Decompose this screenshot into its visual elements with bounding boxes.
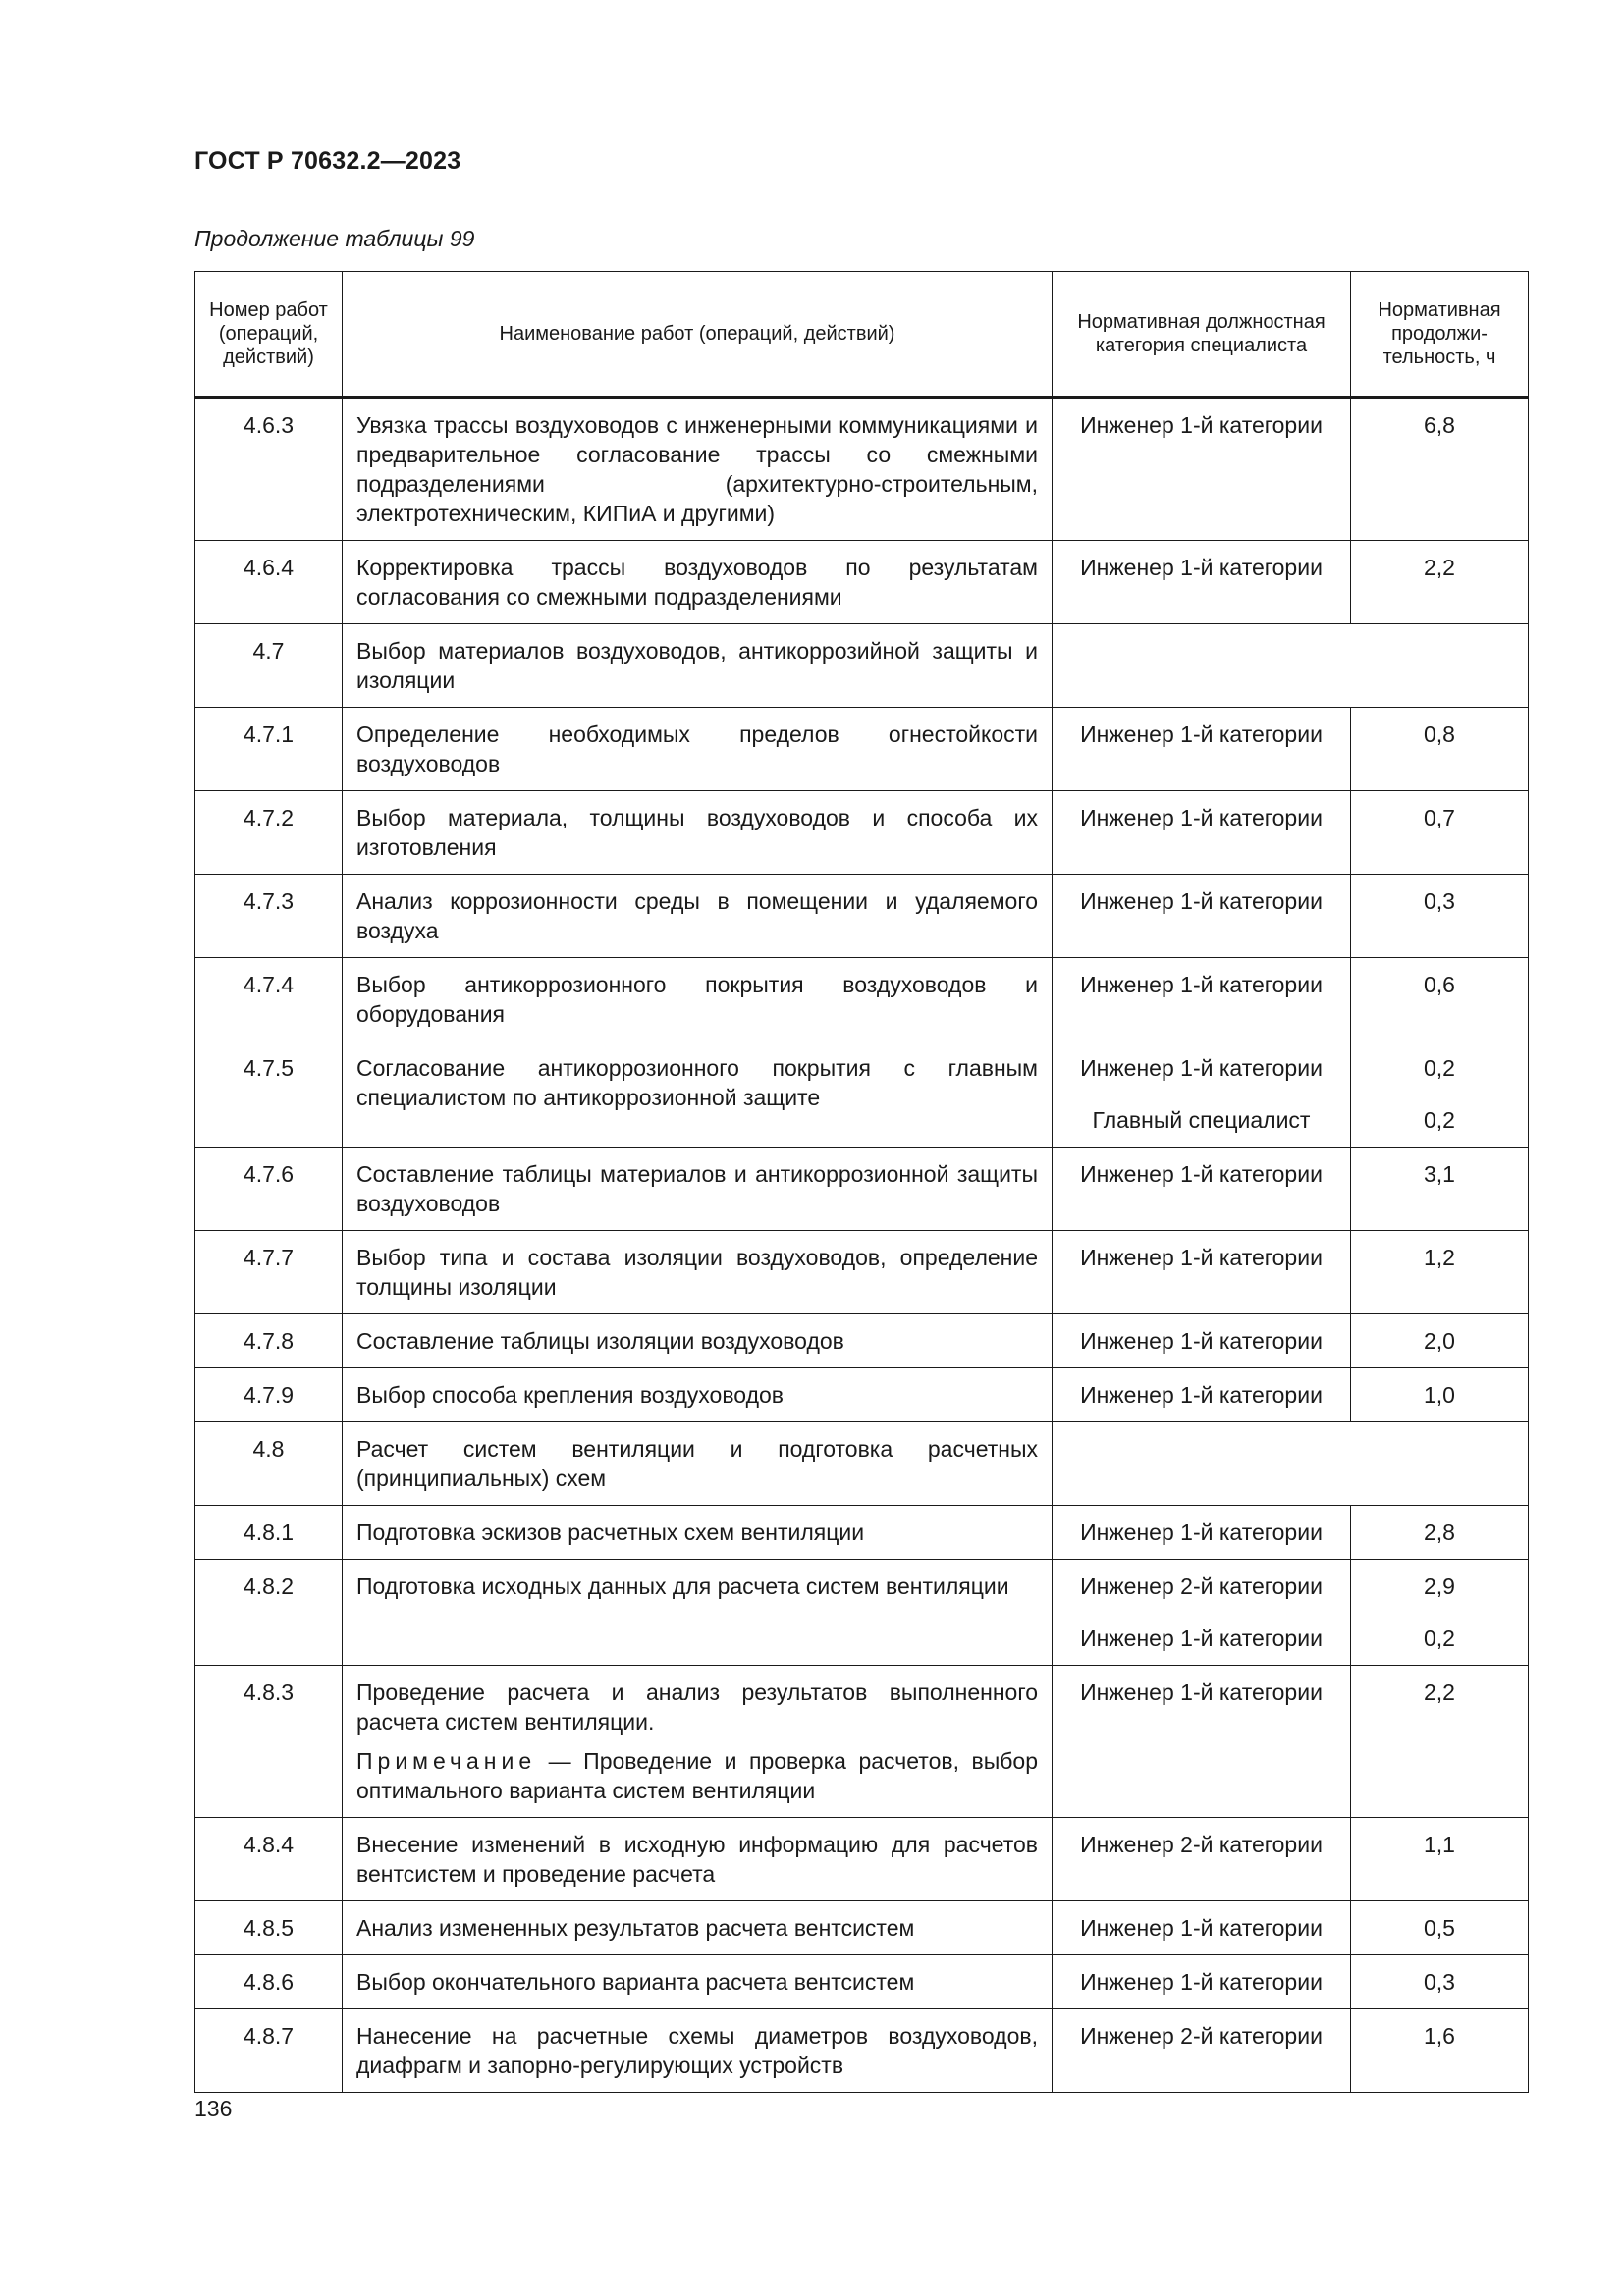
row-duration: [1351, 791, 1529, 875]
row-duration: [1351, 1560, 1529, 1666]
header-code: Номер работ (операций, действий): [195, 272, 343, 398]
duration-value: 0,7: [1424, 805, 1455, 830]
row-name: [343, 1368, 1053, 1422]
table-row: [195, 1231, 1529, 1314]
row-code: 4.7.6: [195, 1148, 343, 1231]
row-name: [343, 1506, 1053, 1560]
row-category: [1053, 958, 1351, 1041]
row-code: 4.8: [195, 1422, 343, 1506]
row-name: [343, 541, 1053, 624]
row-name-text: Нанесение на расчетные схемы диаметров воздуховодов, диафрагм и запорно-регулирующих устройств: [356, 2023, 1038, 2078]
row-code: 4.8.6: [195, 1955, 343, 2009]
category-value: Инженер 1-й категории: [1080, 972, 1323, 997]
row-duration: [1351, 1506, 1529, 1560]
row-name-text: Выбор окончательного варианта расчета вентсистем: [356, 1969, 915, 1995]
table-row: [195, 1560, 1529, 1666]
row-name-text: Выбор антикоррозионного покрытия воздуховодов и оборудования: [356, 972, 1038, 1027]
row-name-text: Подготовка эскизов расчетных схем вентиляции: [356, 1520, 865, 1545]
row-name: [343, 1666, 1053, 1818]
duration-value: 0,8: [1424, 721, 1455, 747]
category-value: Инженер 1-й категории: [1080, 1245, 1323, 1270]
row-name-text: Анализ коррозионности среды в помещении и удаляемого воздуха: [356, 888, 1038, 943]
row-name-text: Выбор материалов воздуховодов, антикоррозийной защиты и изоляции: [356, 638, 1038, 693]
row-name-text: Определение необходимых пределов огнестойкости воздуховодов: [356, 721, 1038, 776]
row-name-text: Составление таблицы изоляции воздуховодов: [356, 1328, 844, 1354]
duration-value: 1,0: [1424, 1382, 1455, 1408]
duration-value: 1,1: [1424, 1832, 1455, 1857]
row-category: [1053, 2009, 1351, 2093]
row-code: 4.7.4: [195, 958, 343, 1041]
document-code: ГОСТ Р 70632.2—2023: [194, 147, 461, 175]
row-name: [343, 1314, 1053, 1368]
row-duration: [1351, 1231, 1529, 1314]
duration-value: 0,3: [1424, 1969, 1455, 1995]
table-row: [195, 875, 1529, 958]
category-value: Инженер 1-й категории: [1080, 1915, 1323, 1941]
row-code: 4.8.7: [195, 2009, 343, 2093]
category-value: Инженер 1-й категории: [1080, 1161, 1323, 1187]
row-name-text: Выбор способа крепления воздуховодов: [356, 1382, 785, 1408]
row-duration: [1351, 1314, 1529, 1368]
row-category: [1053, 1148, 1351, 1231]
row-name-text: Внесение изменений в исходную информацию для расчетов вентсистем и проведение расчета: [356, 1832, 1038, 1887]
row-code: 4.7.9: [195, 1368, 343, 1422]
table-row: [195, 1368, 1529, 1422]
row-name-text: Согласование антикоррозионного покрытия с главным специалистом по антикоррозионной защите: [356, 1055, 1038, 1110]
row-name: [343, 708, 1053, 791]
table-body: [195, 398, 1529, 2093]
row-category: [1053, 1666, 1351, 1818]
row-duration: [1351, 1368, 1529, 1422]
duration-value: 0,5: [1424, 1915, 1455, 1941]
row-duration: [1351, 1041, 1529, 1148]
row-name-text: Корректировка трассы воздуховодов по результатам согласования со смежными подразделениями: [356, 555, 1038, 610]
row-name: [343, 624, 1053, 708]
table-row: [195, 708, 1529, 791]
duration-value: 2,0: [1424, 1328, 1455, 1354]
table-row: [195, 1818, 1529, 1901]
row-category: [1053, 875, 1351, 958]
duration-value: 2,8: [1424, 1520, 1455, 1545]
row-code: 4.7.2: [195, 791, 343, 875]
row-name-text: Подготовка исходных данных для расчета систем вентиляции: [356, 1574, 1009, 1599]
duration-value: 0,3: [1424, 888, 1455, 914]
category-value: Инженер 1-й категории: [1080, 1328, 1323, 1354]
row-name: [343, 2009, 1053, 2093]
table-row: [195, 958, 1529, 1041]
row-category: [1053, 1314, 1351, 1368]
row-duration: [1351, 1148, 1529, 1231]
duration-value: 2,2: [1424, 1680, 1455, 1705]
row-code: 4.7.1: [195, 708, 343, 791]
header-category: Нормативная должностная категория специалиста: [1053, 272, 1351, 398]
row-name: [343, 1422, 1053, 1506]
category-value: Инженер 1-й категории: [1080, 888, 1323, 914]
row-name-text: Выбор типа и состава изоляции воздуховодов, определение толщины изоляции: [356, 1245, 1038, 1300]
row-duration: [1351, 958, 1529, 1041]
table-row: [195, 624, 1529, 708]
row-code: 4.8.2: [195, 1560, 343, 1666]
row-code: 4.7.8: [195, 1314, 343, 1368]
table-row: [195, 1422, 1529, 1506]
page-number: 136: [194, 2096, 233, 2121]
duration-value: 2,2: [1424, 555, 1455, 580]
row-code: 4.8.1: [195, 1506, 343, 1560]
category-value: Инженер 1-й категории: [1080, 805, 1323, 830]
norms-table: [194, 271, 1529, 2093]
note-text: — Проведение и проверка расчетов, выбор оптимального варианта систем вентиляции: [356, 1748, 1038, 1803]
row-code: 4.8.3: [195, 1666, 343, 1818]
row-name: [343, 1560, 1053, 1666]
row-name: [343, 1041, 1053, 1148]
category-value: Инженер 1-й категории: [1080, 1382, 1323, 1408]
row-code: 4.6.3: [195, 398, 343, 541]
table-row: [195, 1506, 1529, 1560]
row-duration: [1351, 875, 1529, 958]
category-value: Инженер 2-й категории: [1080, 1574, 1323, 1599]
empty-group-cell: [1053, 1422, 1529, 1506]
row-code: 4.7: [195, 624, 343, 708]
row-name-text: Увязка трассы воздуховодов с инженерными коммуникациями и предварительное согласование трассы со смежными подразделениями (архитектурно-строительным, электротехническим, КИПиА и другими): [356, 412, 1038, 526]
row-name: [343, 1818, 1053, 1901]
row-category: [1053, 1368, 1351, 1422]
table-row: [195, 1666, 1529, 1818]
note-label: Примечание: [356, 1748, 537, 1774]
table-row: [195, 1901, 1529, 1955]
row-name: [343, 958, 1053, 1041]
category-value: Инженер 1-й категории: [1080, 1680, 1323, 1705]
row-category: [1053, 541, 1351, 624]
row-duration: [1351, 1901, 1529, 1955]
table-row: [195, 1148, 1529, 1231]
header-duration: Нормативная продолжи-тельность, ч: [1351, 272, 1529, 398]
row-code: 4.7.3: [195, 875, 343, 958]
empty-group-cell: [1053, 624, 1529, 708]
row-code: 4.6.4: [195, 541, 343, 624]
category-value: Инженер 1-й категории: [1080, 555, 1323, 580]
row-code: 4.7.7: [195, 1231, 343, 1314]
row-category: [1053, 1818, 1351, 1901]
row-name: [343, 1901, 1053, 1955]
row-code: 4.7.5: [195, 1041, 343, 1148]
row-code: 4.8.5: [195, 1901, 343, 1955]
category-value: Инженер 1-й категории: [1080, 1520, 1323, 1545]
row-name: [343, 1148, 1053, 1231]
row-duration: [1351, 2009, 1529, 2093]
row-name-text: Составление таблицы материалов и антикоррозионной защиты воздуховодов: [356, 1161, 1038, 1216]
table-row: [195, 541, 1529, 624]
header-name: Наименование работ (операций, действий): [343, 272, 1053, 398]
table-header: [195, 272, 1529, 398]
row-category: [1053, 1506, 1351, 1560]
table-row: [195, 791, 1529, 875]
row-name-text: Анализ измененных результатов расчета вентсистем: [356, 1915, 915, 1941]
table-row: [195, 1041, 1529, 1148]
category-value: Инженер 2-й категории: [1080, 1832, 1323, 1857]
row-category: [1053, 791, 1351, 875]
row-name: [343, 1231, 1053, 1314]
duration-value: 0,6: [1424, 972, 1455, 997]
duration-value: 3,1: [1424, 1161, 1455, 1187]
row-note: [356, 1746, 1038, 1805]
row-name-text: Выбор материала, толщины воздуховодов и способа их изготовления: [356, 805, 1038, 860]
table-row: [195, 1314, 1529, 1368]
category-value: Главный специалист: [1092, 1107, 1311, 1133]
category-value: Инженер 2-й категории: [1080, 2023, 1323, 2049]
duration-value: 0,2: [1424, 1626, 1455, 1651]
row-duration: [1351, 1955, 1529, 2009]
category-value: Инженер 1-й категории: [1080, 1055, 1323, 1081]
duration-value: 1,2: [1424, 1245, 1455, 1270]
row-duration: [1351, 1818, 1529, 1901]
table-caption: Продолжение таблицы 99: [194, 226, 475, 251]
duration-value: 0,2: [1424, 1055, 1455, 1081]
row-name: [343, 791, 1053, 875]
row-duration: [1351, 541, 1529, 624]
category-value: Инженер 1-й категории: [1080, 412, 1323, 438]
row-duration: [1351, 1666, 1529, 1818]
duration-value: 1,6: [1424, 2023, 1455, 2049]
row-code: 4.8.4: [195, 1818, 343, 1901]
duration-value: 6,8: [1424, 412, 1455, 438]
row-category: [1053, 1955, 1351, 2009]
category-value: Инженер 1-й категории: [1080, 1626, 1323, 1651]
duration-value: 2,9: [1424, 1574, 1455, 1599]
table-row: [195, 2009, 1529, 2093]
row-name: [343, 398, 1053, 541]
row-duration: [1351, 708, 1529, 791]
row-category: [1053, 398, 1351, 541]
duration-value: 0,2: [1424, 1107, 1455, 1133]
category-value: Инженер 1-й категории: [1080, 721, 1323, 747]
row-category: [1053, 1231, 1351, 1314]
row-duration: [1351, 398, 1529, 541]
row-category: [1053, 1041, 1351, 1148]
table-row: [195, 398, 1529, 541]
row-name: [343, 875, 1053, 958]
table-row: [195, 1955, 1529, 2009]
row-name-text: Расчет систем вентиляции и подготовка расчетных (принципиальных) схем: [356, 1436, 1038, 1491]
category-value: Инженер 1-й категории: [1080, 1969, 1323, 1995]
row-category: [1053, 1560, 1351, 1666]
row-name: [343, 1955, 1053, 2009]
row-name-text: Проведение расчета и анализ результатов выполненного расчета систем вентиляции.: [356, 1680, 1038, 1735]
row-category: [1053, 1901, 1351, 1955]
row-category: [1053, 708, 1351, 791]
